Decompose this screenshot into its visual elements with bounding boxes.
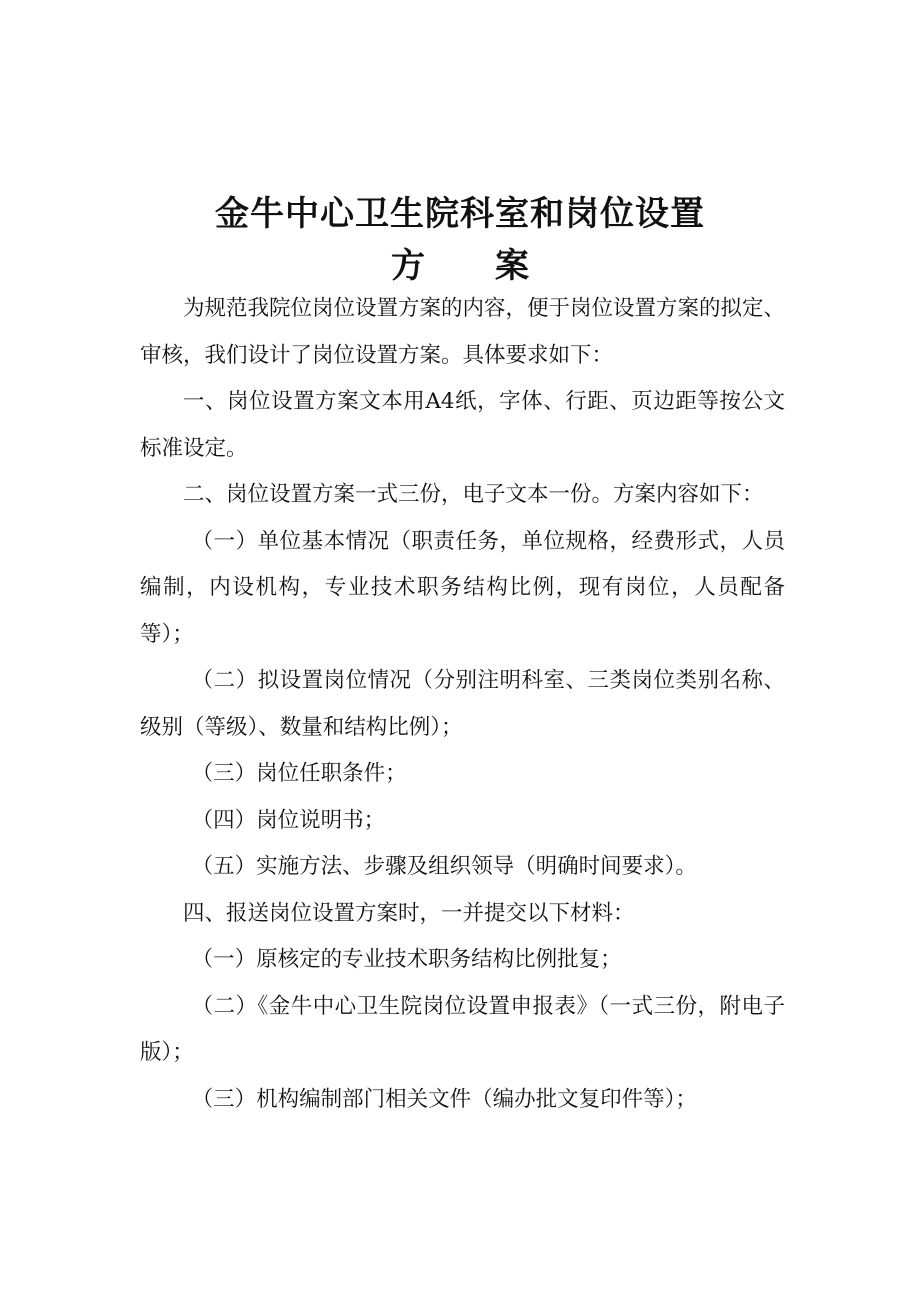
subtitle-char-1: 方 xyxy=(391,246,425,286)
list-item: （一）单位基本情况（职责任务，单位规格，经费形式，人员编制，内设机构，专业技术职务结构比例，现有岗位，人员配备等）； xyxy=(140,528,785,647)
list-item: （四）岗位说明书； xyxy=(191,807,386,833)
list-item: （二）拟设置岗位情况（分别注明科室、三类岗位类别名称、级别（等级）、数量和结构比例）； xyxy=(140,668,785,740)
list-item: （一）原核定的专业技术职务结构比例批复； xyxy=(191,947,622,972)
section-1-paragraph: 一、岗位设置方案文本用A4纸，字体、行距、页边距等按公文标准设定。 xyxy=(140,389,785,461)
list-item: （二）《金牛中心卫生院岗位设置申报表》（一式三份，附电子版）； xyxy=(140,993,785,1065)
list-item: （三）岗位任职条件； xyxy=(191,761,407,786)
list-item: （三）机构编制部门相关文件（编办批文复印件等）； xyxy=(191,1086,697,1112)
section-2-paragraph: 二、岗位设置方案一式三份，电子文本一份。方案内容如下： xyxy=(183,482,764,507)
list-item: （五）实施方法、步骤及组织领导（明确时间要求）。 xyxy=(191,854,697,879)
section-4-paragraph: 四、报送岗位设置方案时，一并提交以下材料： xyxy=(183,900,635,926)
document-body xyxy=(140,286,785,1123)
intro-paragraph: 为规范我院位岗位设置方案的内容，便于岗位设置方案的拟定、审核，我们设计了岗位设置方案。具体要求如下： xyxy=(140,296,786,368)
subtitle-char-2: 案 xyxy=(495,246,529,286)
document-title: 金牛中心卫生院科室和岗位设置 xyxy=(215,194,705,234)
document-subtitle xyxy=(0,238,920,287)
